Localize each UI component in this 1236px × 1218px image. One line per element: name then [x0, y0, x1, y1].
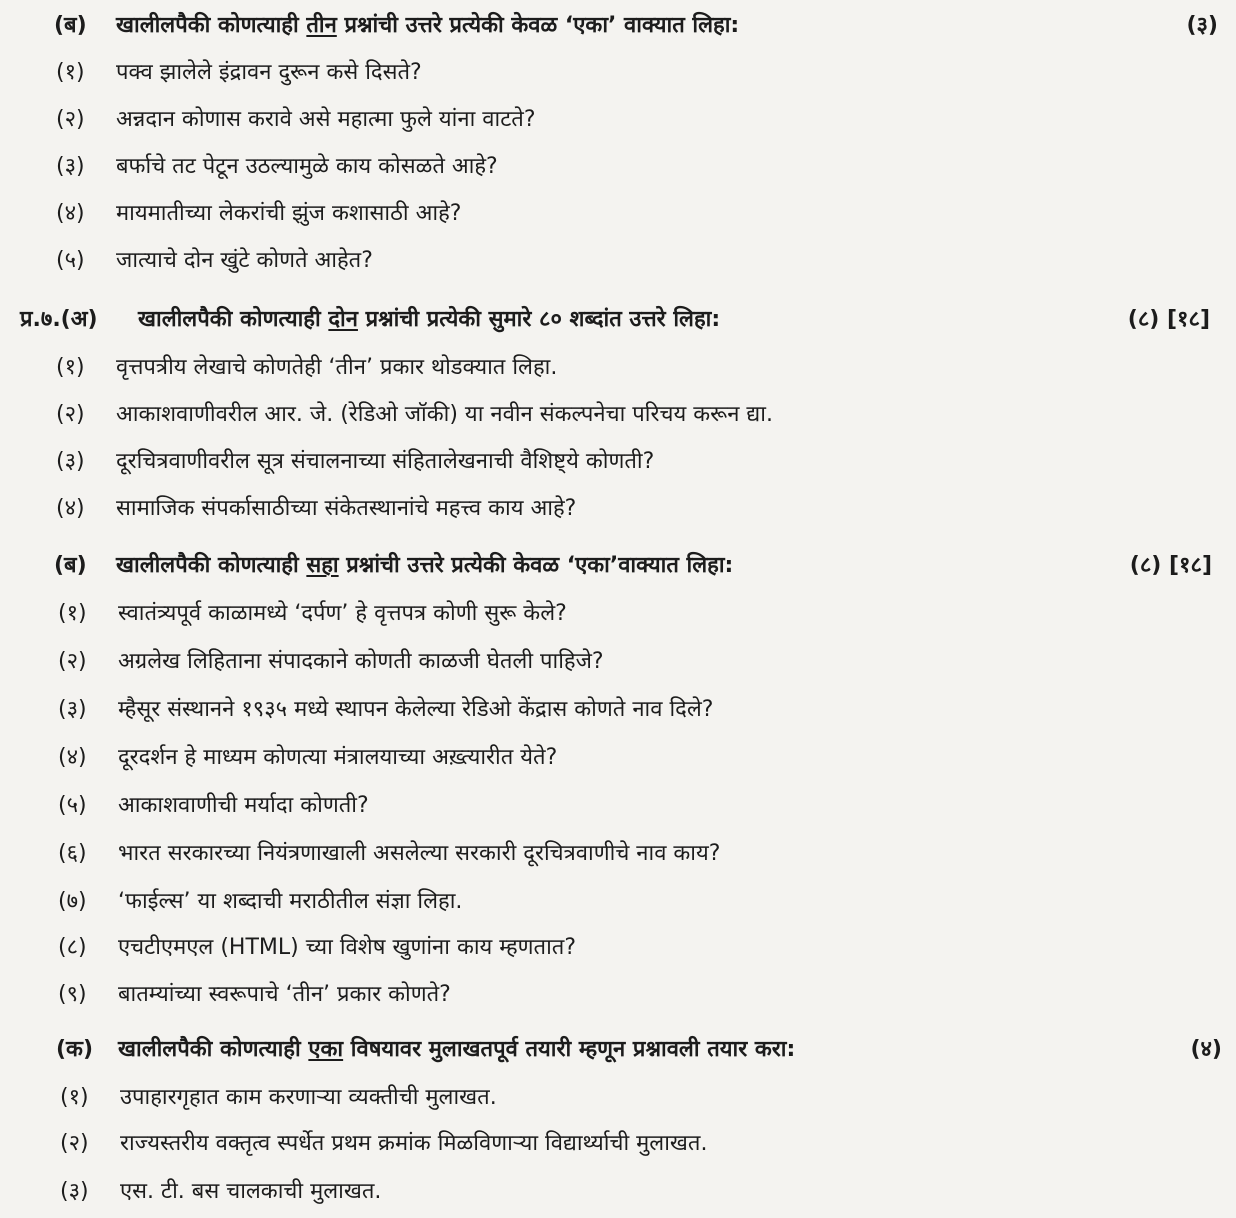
- list-item: (२) राज्यस्तरीय वक्तृत्व स्पर्धेत प्रथम क्रमांक मिळविणाऱ्या विद्यार्थ्याची मुलाखत.: [60, 1131, 708, 1156]
- section-b1-heading-underlined: तीन: [306, 13, 337, 38]
- list-item: (५) जात्याचे दोन खुंटे कोणते आहेत?: [56, 248, 373, 273]
- section-q7a-label: प्र.७.(अ): [20, 307, 98, 332]
- list-item: (१) उपाहारगृहात काम करणाऱ्या व्यक्तीची मुलाखत.: [60, 1085, 497, 1110]
- list-item: (१) वृत्तपत्रीय लेखाचे कोणतेही ‘तीन’ प्रकार थोडक्यात लिहा.: [56, 355, 558, 380]
- section-b1-heading: [0, 6, 1236, 46]
- list-item: (१) स्वातंत्र्यपूर्व काळामध्ये ‘दर्पण’ हे वृत्तपत्र कोणी सुरू केले?: [58, 601, 567, 626]
- section-k-heading-underlined: एका: [308, 1037, 344, 1062]
- list-item: (३) म्हैसूर संस्थानने १९३५ मध्ये स्थापन केलेल्या रेडिओ केंद्रास कोणते नाव दिले?: [58, 697, 714, 722]
- list-item: (४) मायमातीच्या लेकरांची झुंज कशासाठी आहे?: [56, 201, 462, 226]
- section-b2-heading: [0, 546, 1236, 586]
- list-item: (२) अन्नदान कोणास करावे असे महात्मा फुले यांना वाटते?: [56, 107, 536, 132]
- list-item: (५) आकाशवाणीची मर्यादा कोणती?: [58, 793, 369, 818]
- list-item: (३) बर्फाचे तट पेटून उठल्यामुळे काय कोसळते आहे?: [56, 154, 498, 179]
- section-q7a-heading-underlined: दोन: [328, 307, 358, 332]
- list-item: (२) अग्रलेख लिहिताना संपादकाने कोणती काळजी घेतली पाहिजे?: [58, 649, 604, 674]
- section-q7a-heading-text: खालीलपैकी कोणत्याही दोन प्रश्नांची प्रत्येकी सुमारे ८० शब्दांत उत्तरे लिहा:: [138, 307, 721, 332]
- list-item: (४) दूरदर्शन हे माध्यम कोणत्या मंत्रालयाच्या अख़्त्यारीत येते?: [58, 745, 558, 770]
- section-q7a-heading: [0, 300, 1236, 340]
- section-q7a-marks: (८) [१८]: [1127, 307, 1210, 332]
- list-item: (७) ‘फाईल्स’ या शब्दाची मराठीतील संज्ञा लिहा.: [58, 889, 463, 914]
- list-item: (१) पक्व झालेले इंद्रावन दुरून कसे दिसते?: [56, 60, 422, 85]
- list-item: (६) भारत सरकारच्या नियंत्रणाखाली असलेल्या सरकारी दूरचित्रवाणीचे नाव काय?: [58, 841, 721, 866]
- section-b1-marks: (३): [1186, 13, 1218, 38]
- section-k-heading: [0, 1030, 1236, 1070]
- list-item: (८) एचटीएमएल (HTML) च्या विशेष खुणांना काय म्हणतात?: [58, 935, 576, 960]
- section-b1-label: (ब): [54, 13, 87, 38]
- section-b2-label: (ब): [54, 553, 87, 578]
- section-k-label: (क): [56, 1037, 94, 1062]
- list-item: (९) बातम्यांच्या स्वरूपाचे ‘तीन’ प्रकार कोणते?: [58, 982, 451, 1007]
- list-item: (२) आकाशवाणीवरील आर. जे. (रेडिओ जॉकी) या नवीन संकल्पनेचा परिचय करून द्या.: [56, 402, 773, 427]
- section-b1-heading-text: खालीलपैकी कोणत्याही तीन प्रश्नांची उत्तरे प्रत्येकी केवळ ‘एका’ वाक्यात लिहा:: [116, 13, 740, 38]
- section-k-marks: (४): [1190, 1037, 1222, 1062]
- list-item: (४) सामाजिक संपर्कासाठीच्या संकेतस्थानांचे महत्त्व काय आहे?: [56, 496, 577, 521]
- section-b2-heading-text: खालीलपैकी कोणत्याही सहा प्रश्नांची उत्तरे प्रत्येकी केवळ ‘एका’वाक्यात लिहा:: [116, 553, 734, 578]
- section-b2-heading-underlined: सहा: [306, 553, 339, 578]
- section-b2-marks: (८) [१८]: [1129, 553, 1212, 578]
- section-k-heading-text: खालीलपैकी कोणत्याही एका विषयावर मुलाखतपूर्व तयारी म्हणून प्रश्नावली तयार करा:: [118, 1037, 796, 1062]
- list-item: (३) दूरचित्रवाणीवरील सूत्र संचालनाच्या संहितालेखनाची वैशिष्ट्ये कोणती?: [56, 449, 655, 474]
- list-item: (३) एस. टी. बस चालकाची मुलाखत.: [60, 1179, 382, 1204]
